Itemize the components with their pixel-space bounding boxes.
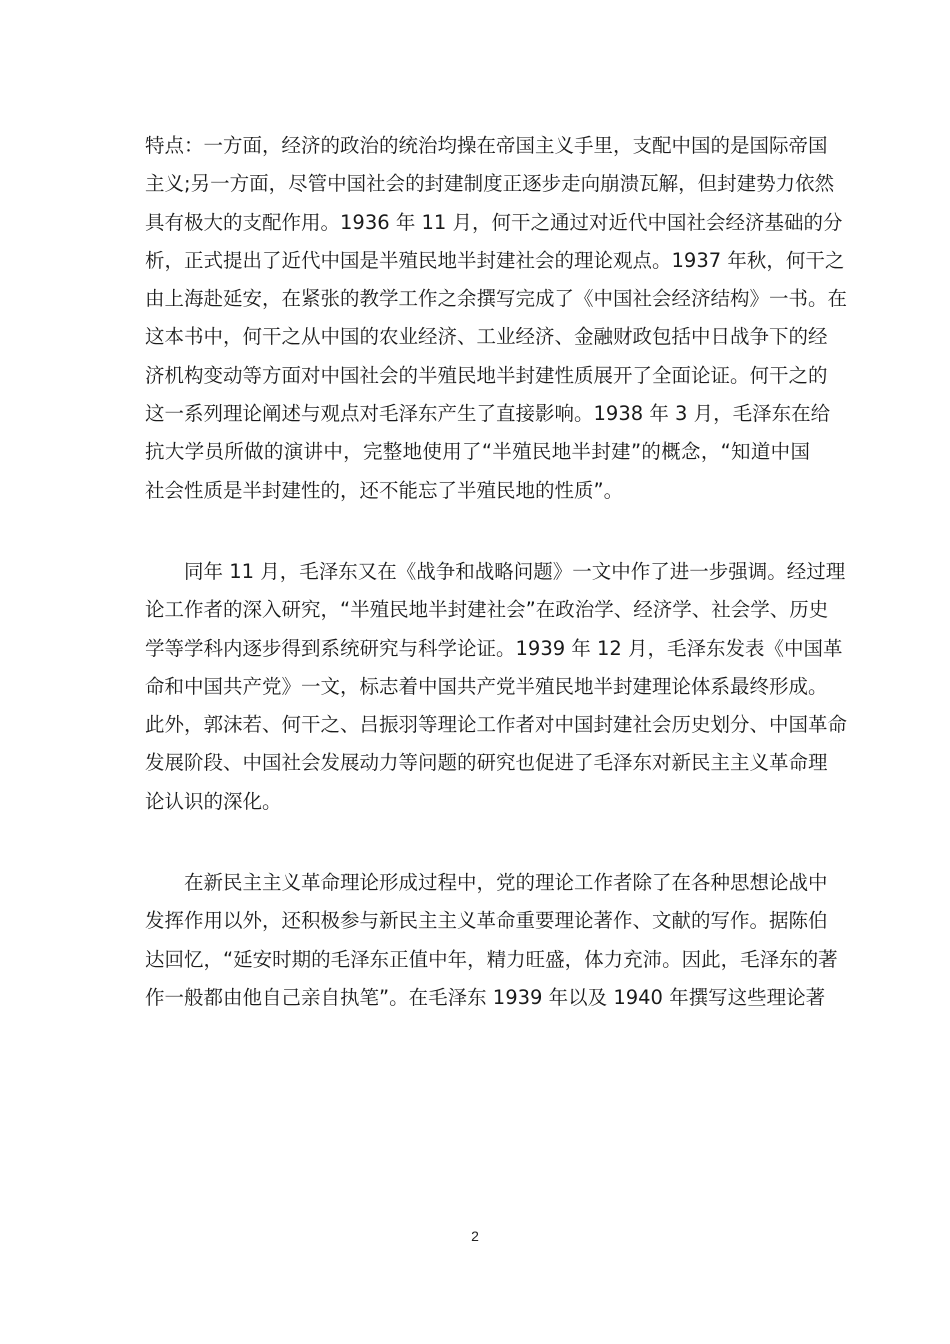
text-line: 主义;另一方面，尽管中国社会的封建制度正逐步走向崩溃瓦解，但封建势力依然 <box>145 172 835 196</box>
text-line: 这一系列理论阐述与观点对毛泽东产生了直接影响。1938 年 3 月，毛泽东在给 <box>145 402 831 426</box>
paragraph <box>145 553 848 821</box>
text-line: 济机构变动等方面对中国社会的半殖民地半封建性质展开了全面论证。何干之的 <box>145 363 828 387</box>
text-line: 由上海赴延安，在紧张的教学工作之余撰写完成了《中国社会经济结构》一书。在 <box>145 287 848 311</box>
text-line: 学等学科内逐步得到系统研究与科学论证。1939 年 12 月，毛泽东发表《中国革 <box>145 636 843 660</box>
text-line: 达回忆，“延安时期的毛泽东正值中年，精力旺盛，体力充沛。因此，毛泽东的著 <box>145 947 838 971</box>
text-line: 析，正式提出了近代中国是半殖民地半封建社会的理论观点。1937 年秋，何干之 <box>145 248 845 272</box>
text-line: 社会性质是半封建性的，还不能忘了半殖民地的性质”。 <box>145 478 624 502</box>
text-line: 此外，郭沫若、何干之、吕振羽等理论工作者对中国封建社会历史划分、中国革命 <box>145 713 848 737</box>
text-line: 具有极大的支配作用。1936 年 11 月，何干之通过对近代中国社会经济基础的分 <box>145 210 843 234</box>
paragraph-gap <box>145 510 810 553</box>
text-line: 抗大学员所做的演讲中，完整地使用了“半殖民地半封建”的概念，“知道中国 <box>145 440 810 464</box>
paragraph <box>145 127 848 510</box>
body-text <box>145 127 848 1017</box>
text-line: 命和中国共产党》一文，标志着中国共产党半殖民地半封建理论体系最终形成。 <box>145 674 828 698</box>
text-line: 同年 11 月，毛泽东又在《战争和战略问题》一文中作了进一步强调。经过理 <box>184 559 846 583</box>
text-line: 发展阶段、中国社会发展动力等问题的研究也促进了毛泽东对新民主主义革命理 <box>145 751 828 775</box>
paragraph-gap <box>145 821 810 864</box>
paragraph <box>145 864 838 1017</box>
text-line: 论工作者的深入研究，“半殖民地半封建社会”在政治学、经济学、社会学、历史 <box>145 598 829 622</box>
text-line: 发挥作用以外，还积极参与新民主主义革命重要理论著作、文献的写作。据陈伯 <box>145 909 828 933</box>
text-line: 作一般都由他自己亲自执笔”。在毛泽东 1939 年以及 1940 年撰写这些理论著 <box>145 985 826 1009</box>
page-number: 2 <box>471 1228 479 1244</box>
text-line: 这本书中，何干之从中国的农业经济、工业经济、金融财政包括中日战争下的经 <box>145 325 828 349</box>
text-line: 特点：一方面，经济的政治的统治均操在帝国主义手里，支配中国的是国际帝国 <box>145 134 828 157</box>
text-line: 在新民主主义革命理论形成过程中，党的理论工作者除了在各种思想论战中 <box>184 871 828 895</box>
text-line: 论认识的深化。 <box>145 789 282 813</box>
